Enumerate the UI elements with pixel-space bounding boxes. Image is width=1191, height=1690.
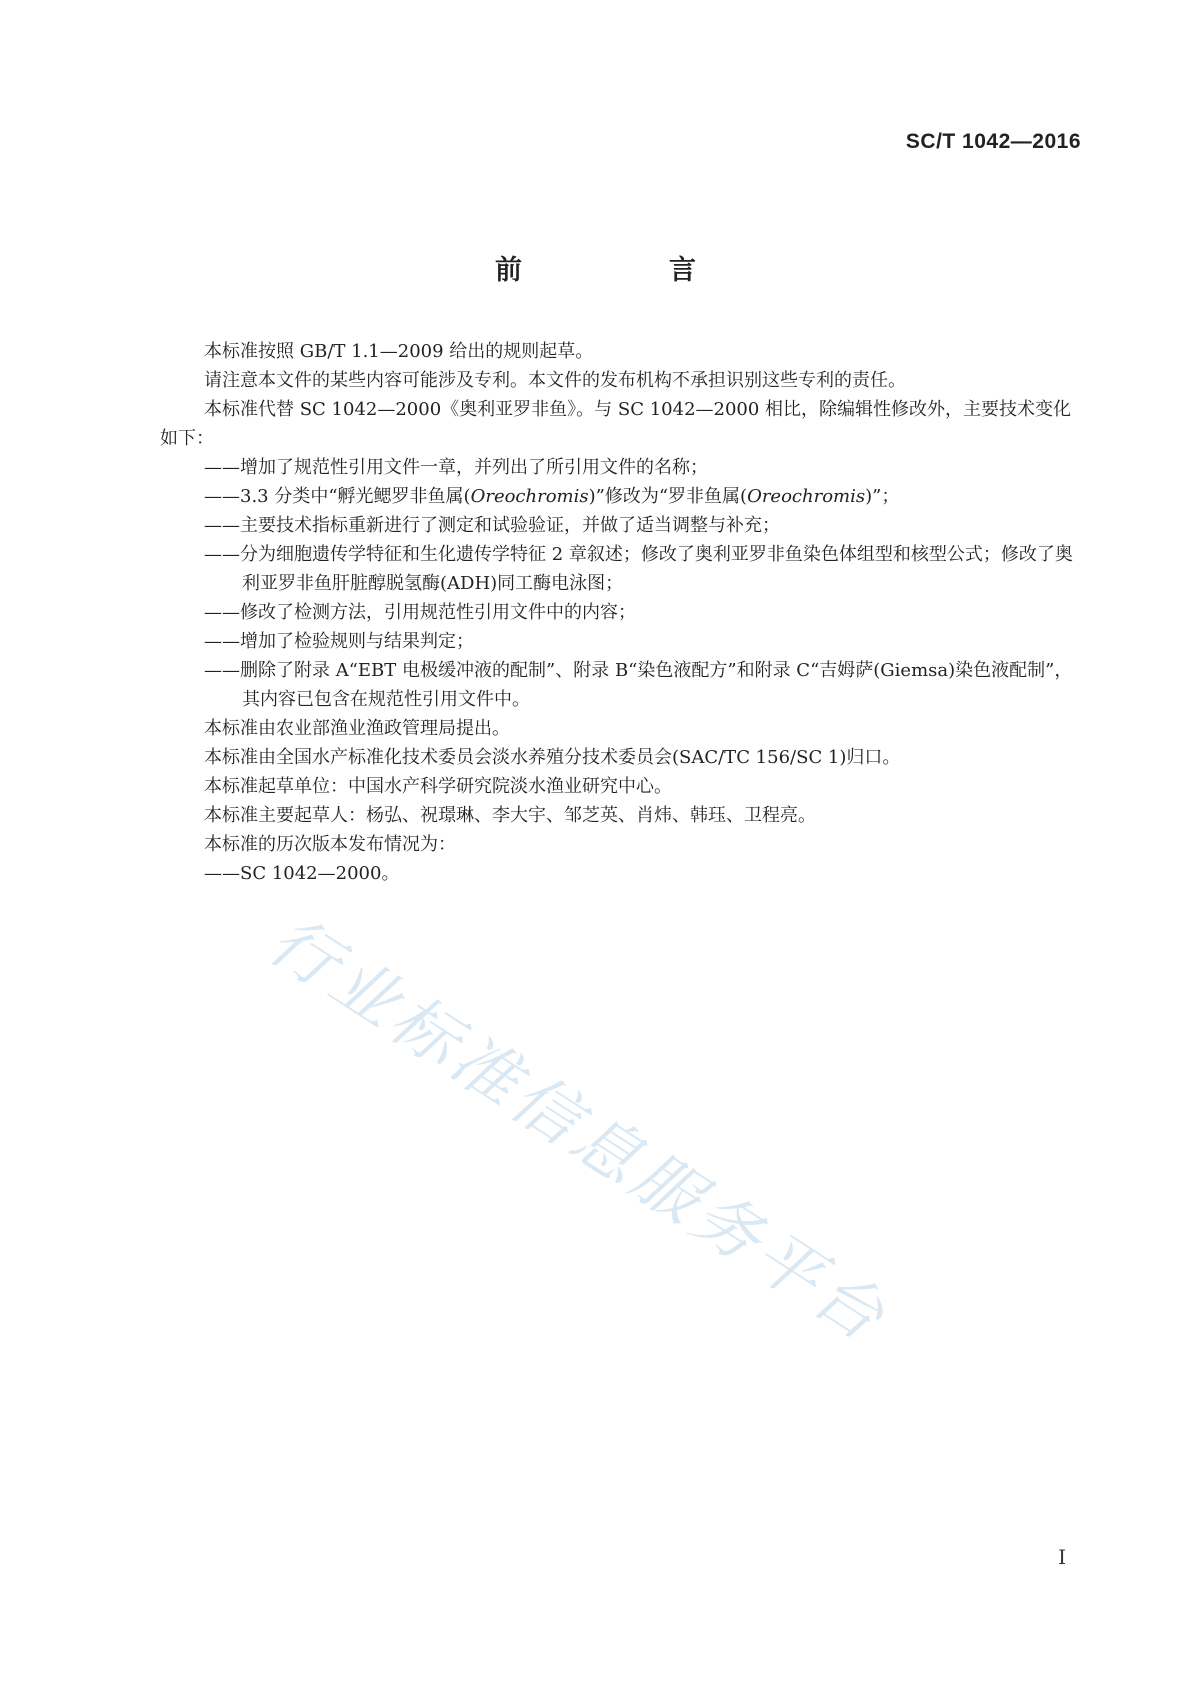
list-item: ——修改了检测方法，引用规范性引用文件中的内容；: [204, 602, 636, 623]
list-item-text: )”；: [865, 486, 900, 507]
page-title: 前 言: [495, 255, 756, 286]
list-item: ——删除了附录 A“EBT 电极缓冲液的配制”、附录 B“染色液配方”和附录 C“吉姆萨(Giemsa)染色液配制”，其内容已包含在规范性引用文件中。: [204, 660, 1073, 710]
paragraph: 本标准主要起草人：杨弘、祝璟琳、李大宇、邹芝英、肖炜、韩珏、卫程亮。: [204, 805, 816, 826]
list-item-text: )”修改为“罗非鱼属(: [588, 486, 748, 507]
paragraph: 本标准按照 GB/T 1.1—2009 给出的规则起草。: [204, 341, 594, 362]
paragraph: 本标准的历次版本发布情况为：: [204, 834, 456, 855]
list-item: ——增加了检验规则与结果判定；: [204, 631, 474, 652]
paragraph: 本标准起草单位：中国水产科学研究院淡水渔业研究中心。: [204, 776, 672, 797]
list-item-text: ——3.3 分类中“孵光鳃罗非鱼属(: [204, 486, 471, 507]
genus-name: Oreochromis: [470, 486, 589, 507]
list-item: ——主要技术指标重新进行了测定和试验验证，并做了适当调整与补充；: [204, 515, 780, 536]
list-item: ——分为细胞遗传学特征和生化遗传学特征 2 章叙述；修改了奥利亚罗非鱼染色体组型和核型公式；修改了奥利亚罗非鱼肝脏醇脱氢酶(ADH)同工酶电泳图；: [204, 544, 1073, 594]
page-number: I: [1058, 1545, 1066, 1569]
paragraph: 本标准代替 SC 1042—2000《奥利亚罗非鱼》。与 SC 1042—2000 相比，除编辑性修改外，主要技术变化如下：: [160, 399, 1072, 449]
document-body: [160, 337, 1080, 888]
list-item: ——增加了规范性引用文件一章，并列出了所引用文件的名称；: [204, 457, 708, 478]
paragraph: 本标准由农业部渔业渔政管理局提出。: [204, 718, 510, 739]
paragraph: 请注意本文件的某些内容可能涉及专利。本文件的发布机构不承担识别这些专利的责任。: [204, 370, 906, 391]
paragraph: 本标准由全国水产标准化技术委员会淡水养殖分技术委员会(SAC/TC 156/SC 1)归口。: [204, 747, 901, 768]
list-item: ——SC 1042—2000。: [204, 863, 400, 884]
list-item: [160, 482, 1080, 511]
document-code: SC/T 1042—2016: [905, 130, 1081, 153]
genus-name: Oreochromis: [747, 486, 866, 507]
watermark: 行业标准信息服务平台: [255, 901, 902, 1359]
